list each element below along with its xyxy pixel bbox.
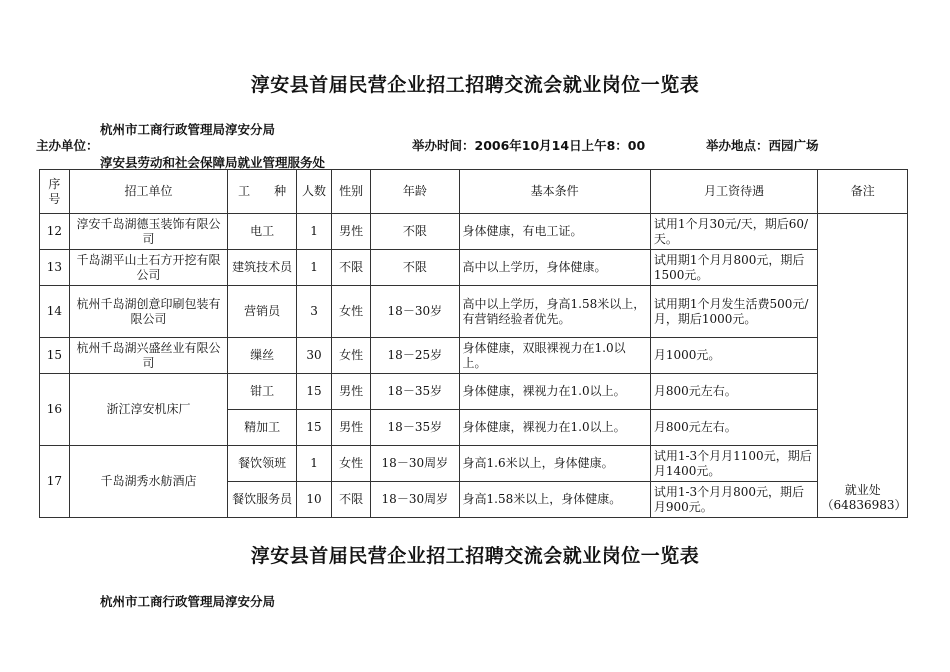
cell-count: 1 bbox=[297, 214, 332, 250]
col-header-conditions: 基本条件 bbox=[459, 170, 650, 214]
cell-gender: 男性 bbox=[332, 410, 371, 446]
organizer-commerce-bureau: 杭州市工商行政管理局淳安分局 bbox=[100, 122, 276, 137]
cell-wage: 试用1-3个月月800元，期后月900元。 bbox=[650, 482, 818, 518]
cell-job: 钳工 bbox=[228, 374, 297, 410]
cell-count: 10 bbox=[297, 482, 332, 518]
cell-gender: 男性 bbox=[332, 374, 371, 410]
cell-no: 12 bbox=[40, 214, 70, 250]
col-header-no: 序号 bbox=[40, 170, 70, 214]
page-title: 淳安县首届民营企业招工招聘交流会就业岗位一览表 bbox=[250, 74, 700, 96]
cell-count: 30 bbox=[297, 338, 332, 374]
cell-gender: 女性 bbox=[332, 446, 371, 482]
cell-company: 浙江淳安机床厂 bbox=[69, 374, 227, 446]
cell-no: 13 bbox=[40, 250, 70, 286]
table-row bbox=[40, 374, 908, 410]
cell-gender: 男性 bbox=[332, 214, 371, 250]
host-label: 主办单位： bbox=[36, 138, 99, 153]
cell-wage: 月800元左右。 bbox=[650, 410, 818, 446]
cell-company: 杭州千岛湖创意印刷包装有限公司 bbox=[69, 286, 227, 338]
cell-conditions: 高中以上学历，身体健康。 bbox=[459, 250, 650, 286]
table-row bbox=[40, 338, 908, 374]
cell-job: 电工 bbox=[228, 214, 297, 250]
cell-count: 1 bbox=[297, 250, 332, 286]
cell-count: 1 bbox=[297, 446, 332, 482]
cell-company: 淳安千岛湖德玉装饰有限公司 bbox=[69, 214, 227, 250]
cell-no: 15 bbox=[40, 338, 70, 374]
cell-no: 17 bbox=[40, 446, 70, 518]
cell-no: 14 bbox=[40, 286, 70, 338]
cell-count: 15 bbox=[297, 410, 332, 446]
cell-age: 18－30岁 bbox=[371, 286, 459, 338]
table-row bbox=[40, 286, 908, 338]
repeated-page-title: 淳安县首届民营企业招工招聘交流会就业岗位一览表 bbox=[250, 545, 700, 567]
table-row bbox=[40, 446, 908, 482]
cell-no: 16 bbox=[40, 374, 70, 446]
cell-count: 3 bbox=[297, 286, 332, 338]
col-header-company: 招工单位 bbox=[69, 170, 227, 214]
cell-job: 餐饮服务员 bbox=[228, 482, 297, 518]
table-row bbox=[40, 250, 908, 286]
cell-age: 18－25岁 bbox=[371, 338, 459, 374]
cell-wage: 月1000元。 bbox=[650, 338, 818, 374]
col-header-job: 工 种 bbox=[228, 170, 297, 214]
organizer-labor-bureau: 淳安县劳动和社会保障局就业管理服务处 bbox=[100, 155, 326, 170]
col-header-age: 年龄 bbox=[371, 170, 459, 214]
cell-company: 千岛湖平山土石方开挖有限公司 bbox=[69, 250, 227, 286]
cell-age: 18－35岁 bbox=[371, 374, 459, 410]
cell-job: 餐饮领班 bbox=[228, 446, 297, 482]
event-time: 举办时间：2006年10月14日上午8：00 bbox=[412, 138, 646, 153]
cell-age: 18－30周岁 bbox=[371, 446, 459, 482]
cell-conditions: 高中以上学历，身高1.58米以上，有营销经验者优先。 bbox=[459, 286, 650, 338]
cell-wage: 试用1-3个月月1100元，期后月1400元。 bbox=[650, 446, 818, 482]
cell-wage: 月800元左右。 bbox=[650, 374, 818, 410]
remark-text: 就业处（64836983） bbox=[821, 483, 907, 512]
cell-conditions: 身体健康，双眼裸视力在1.0以上。 bbox=[459, 338, 650, 374]
cell-age: 18－35岁 bbox=[371, 410, 459, 446]
cell-job: 精加工 bbox=[228, 410, 297, 446]
cell-age: 不限 bbox=[371, 214, 459, 250]
cell-company: 千岛湖秀水舫酒店 bbox=[69, 446, 227, 518]
table-header-row bbox=[40, 170, 908, 214]
cell-age: 不限 bbox=[371, 250, 459, 286]
col-header-wage: 月工资待遇 bbox=[650, 170, 818, 214]
cell-conditions: 身高1.6米以上，身体健康。 bbox=[459, 446, 650, 482]
cell-wage: 试用1个月30元/天，期后60/天。 bbox=[650, 214, 818, 250]
cell-company: 杭州千岛湖兴盛丝业有限公司 bbox=[69, 338, 227, 374]
cell-gender: 女性 bbox=[332, 286, 371, 338]
cell-conditions: 身体健康，有电工证。 bbox=[459, 214, 650, 250]
cell-gender: 女性 bbox=[332, 338, 371, 374]
cell-count: 15 bbox=[297, 374, 332, 410]
jobs-table bbox=[39, 169, 908, 518]
event-place: 举办地点：西园广场 bbox=[706, 138, 819, 153]
col-header-gender: 性别 bbox=[332, 170, 371, 214]
cell-wage: 试用期1个月月800元，期后1500元。 bbox=[650, 250, 818, 286]
cell-job: 营销员 bbox=[228, 286, 297, 338]
col-header-remark: 备注 bbox=[818, 170, 908, 214]
cell-wage: 试用期1个月发生活费500元/月，期后1000元。 bbox=[650, 286, 818, 338]
cell-job: 建筑技术员 bbox=[228, 250, 297, 286]
table-row bbox=[40, 214, 908, 250]
repeated-organizer: 杭州市工商行政管理局淳安分局 bbox=[100, 594, 276, 609]
cell-conditions: 身高1.58米以上，身体健康。 bbox=[459, 482, 650, 518]
cell-conditions: 身体健康，裸视力在1.0以上。 bbox=[459, 410, 650, 446]
cell-remark bbox=[818, 214, 908, 518]
cell-gender: 不限 bbox=[332, 482, 371, 518]
cell-age: 18－30周岁 bbox=[371, 482, 459, 518]
col-header-count: 人数 bbox=[297, 170, 332, 214]
cell-conditions: 身体健康，裸视力在1.0以上。 bbox=[459, 374, 650, 410]
cell-gender: 不限 bbox=[332, 250, 371, 286]
cell-job: 缫丝 bbox=[228, 338, 297, 374]
